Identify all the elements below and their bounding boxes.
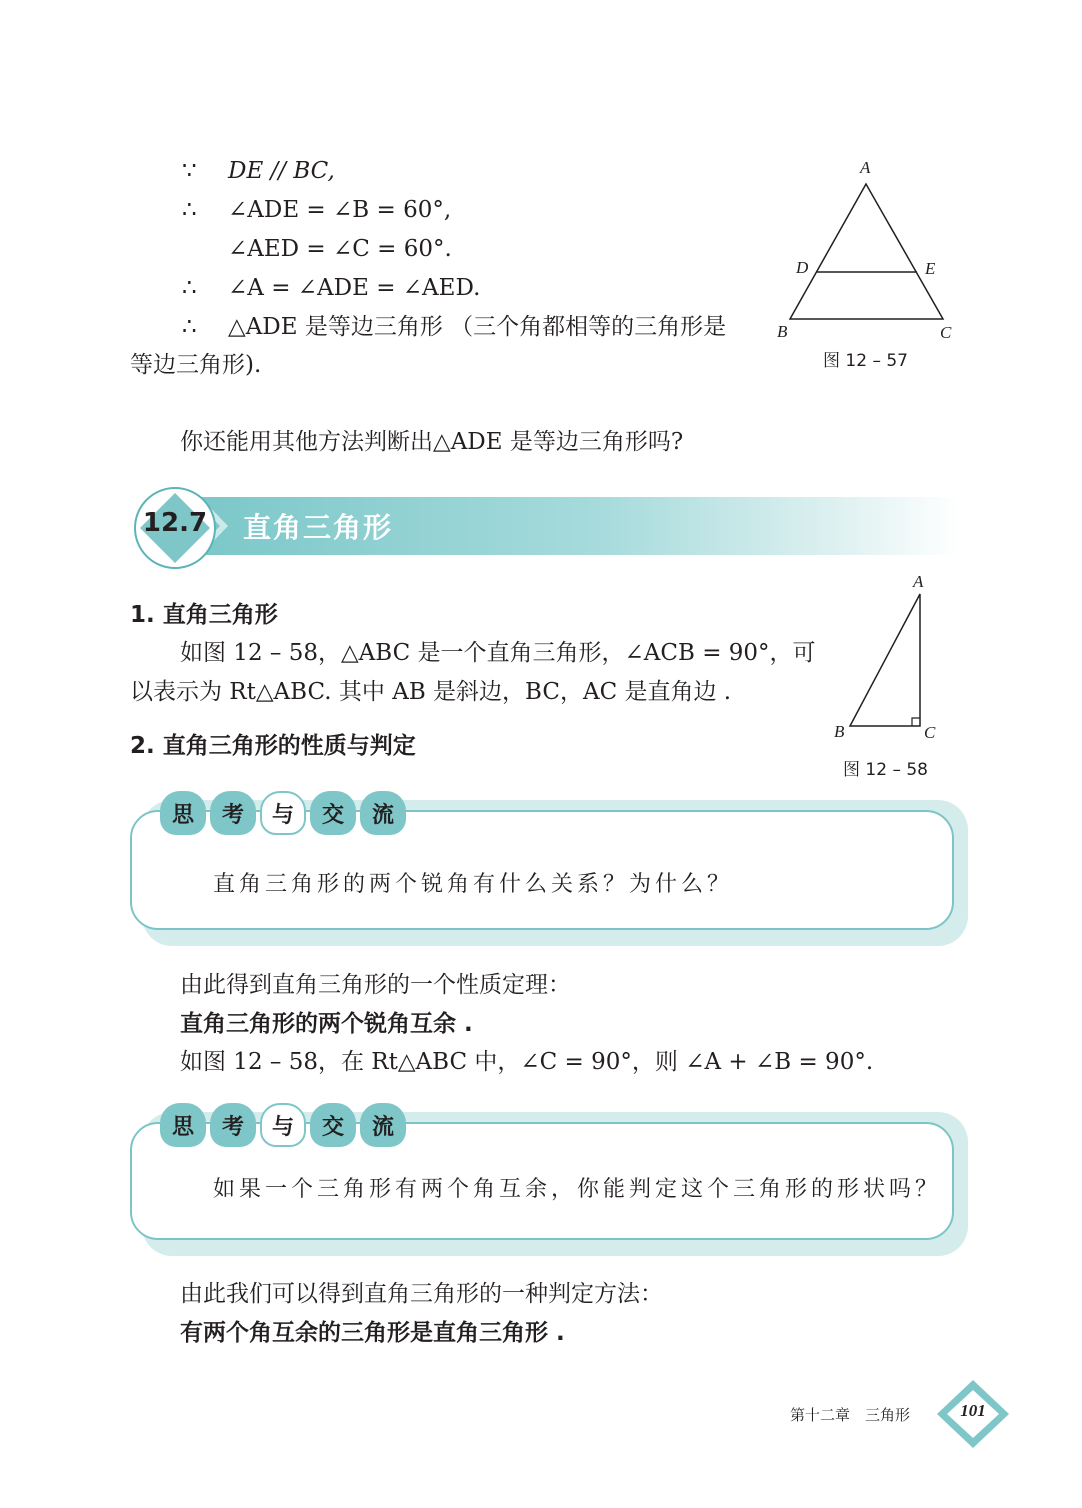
right-triangle-abc (850, 594, 920, 726)
proof-line-5 (182, 312, 726, 342)
proof-line-4-text: ∠A = ∠ADE = ∠AED. (228, 275, 481, 301)
figure-57-label-c: C (940, 323, 952, 342)
figure-12-58 (840, 580, 940, 740)
figure-58-label-a: A (913, 572, 924, 591)
therefore-symbol: ∴ (182, 314, 197, 340)
rule-complementary-angles: 有两个角互余的三角形是直角三角形 . (180, 1320, 565, 1346)
figure-57-label-d: D (796, 258, 809, 277)
therefore-symbol: ∴ (182, 275, 197, 301)
para1-line2: 以表示为 Rt△ABC. 其中 AB 是斜边，BC，AC 是直角边 . (130, 679, 732, 705)
proof-line-6-text: 等边三角形). (130, 352, 262, 378)
figure-58-caption: 图 12 – 58 (843, 760, 928, 780)
right-angle-mark (912, 718, 920, 726)
think-box-2-text: 如果一个三角形有两个角互余，你能判定这个三角形的形状吗？ (213, 1177, 942, 1202)
figure-57-label-e: E (925, 259, 936, 278)
triangle-abc-57 (790, 184, 943, 319)
therefore-symbol: ∴ (182, 197, 197, 223)
proof-line-4 (182, 273, 480, 303)
para2-line1: 由此得到直角三角形的一个性质定理： (180, 972, 571, 998)
think-tab-3: 与 (260, 791, 306, 835)
heading-properties: 2. 直角三角形的性质与判定 (130, 733, 416, 759)
proof-line-2-text: ∠ADE = ∠B = 60°, (228, 197, 452, 223)
para3-line1: 由此我们可以得到直角三角形的一种判定方法： (180, 1281, 663, 1307)
proof-line-1-text: DE // BC, (228, 158, 335, 184)
think-box-1-text: 直角三角形的两个锐角有什么关系？为什么？ (213, 872, 734, 897)
figure-58-label-b: B (834, 722, 845, 741)
think-tab-2: 考 (210, 1103, 256, 1147)
section-title: 直角三角形 (243, 511, 394, 544)
think-tab-5: 流 (360, 791, 406, 835)
think-tab-2: 考 (210, 791, 256, 835)
think-tab-3: 与 (260, 1103, 306, 1147)
question-other-methods: 你还能用其他方法判断出△ADE 是等边三角形吗? (180, 429, 684, 455)
think-tab-4: 交 (310, 791, 356, 835)
figure-57-label-a: A (860, 158, 871, 177)
proof-line-5-text: △ADE 是等边三角形 （三个角都相等的三角形是 (228, 314, 727, 340)
section-number: 12.7 (142, 508, 208, 538)
because-symbol: ∵ (182, 158, 197, 184)
para2-line3: 如图 12 – 58，在 Rt△ABC 中，∠C = 90°，则 ∠A + ∠B = 90°. (180, 1049, 874, 1075)
figure-57-label-b: B (777, 322, 788, 341)
think-tab-1: 思 (160, 791, 206, 835)
proof-line-3 (228, 234, 452, 264)
proof-line-1 (182, 156, 335, 186)
figure-57-caption: 图 12 – 57 (823, 351, 908, 371)
heading-right-triangle: 1. 直角三角形 (130, 602, 278, 628)
figure-58-label-c: C (924, 723, 936, 742)
proof-line-3-text: ∠AED = ∠C = 60°. (228, 236, 452, 262)
think-tab-1: 思 (160, 1103, 206, 1147)
theorem-acute-angles: 直角三角形的两个锐角互余 . (180, 1011, 473, 1037)
think-tab-5: 流 (360, 1103, 406, 1147)
proof-line-2 (182, 195, 451, 225)
page-number: 101 (960, 1401, 986, 1420)
para1-line1: 如图 12 – 58，△ABC 是一个直角三角形，∠ACB = 90°，可 (180, 640, 816, 666)
proof-line-6 (130, 350, 261, 380)
think-tab-4: 交 (310, 1103, 356, 1147)
chapter-label: 第十二章 三角形 (790, 1406, 911, 1424)
